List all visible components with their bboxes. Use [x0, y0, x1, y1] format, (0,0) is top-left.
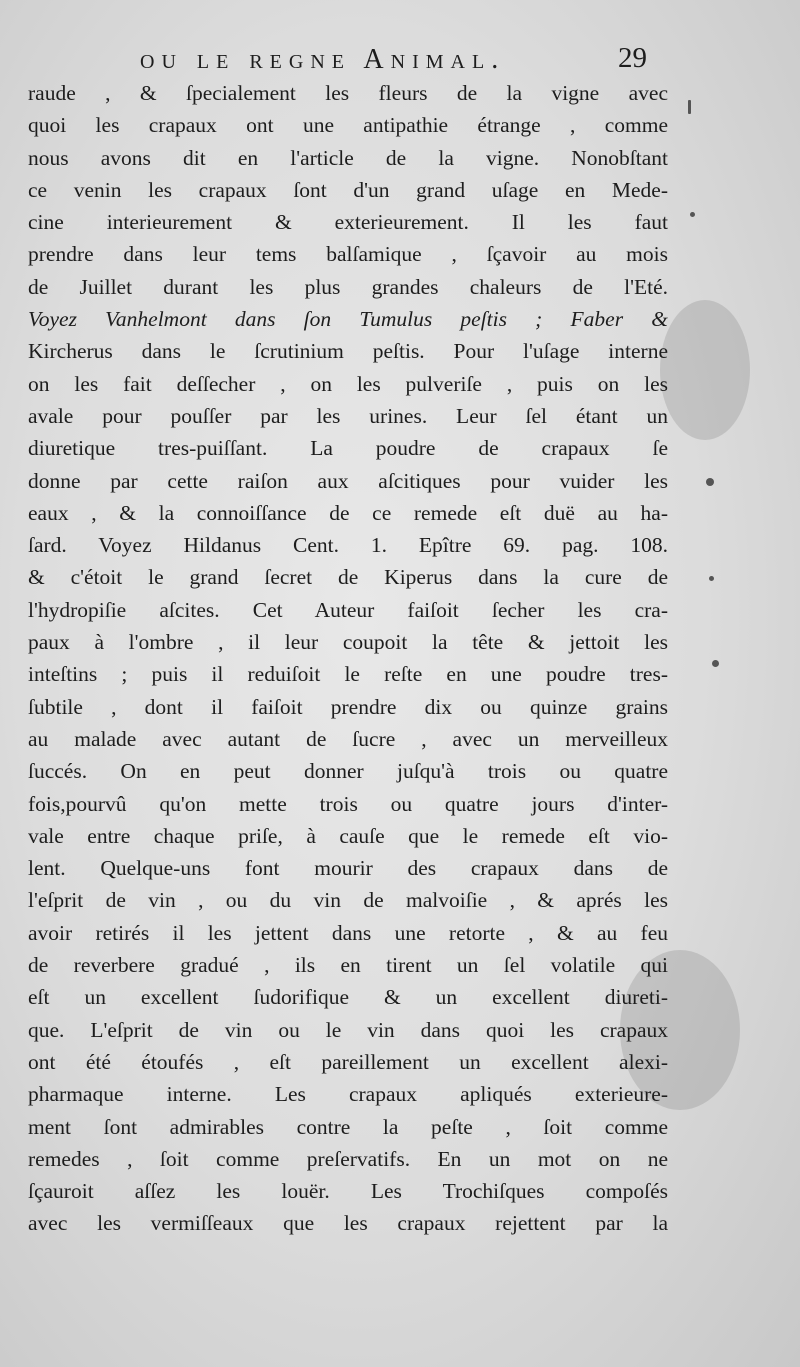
- ink-speck: [688, 100, 691, 114]
- text-line: l'eſprit de vin , ou du vin de malvoiſie , & aprés les: [28, 888, 668, 913]
- paper-stain: [660, 300, 750, 440]
- text-line: ce venin les crapaux ſont d'un grand uſage en Mede-: [28, 177, 668, 202]
- body-text: [28, 77, 668, 1240]
- ink-speck: [712, 660, 719, 667]
- ink-speck: [706, 478, 714, 486]
- text-line: avoir retirés il les jettent dans une retorte , & au feu: [28, 920, 668, 945]
- text-line: remedes , ſoit comme preſervatifs. En un mot on ne: [28, 1146, 668, 1171]
- text-line: ont été étoufés , eſt pareillement un excellent alexi-: [28, 1049, 668, 1074]
- text-line: ment ſont admirables contre la peſte , ſoit comme: [28, 1114, 668, 1139]
- text-line: avale pour pouſſer par les urines. Leur ſel étant un: [28, 403, 668, 428]
- text-line: de Juillet durant les plus grandes chaleurs de l'Eté.: [28, 274, 668, 299]
- text-line: lent. Quelque-uns font mourir des crapaux dans de: [28, 856, 668, 881]
- text-line: Voyez Vanhelmont dans ſon Tumulus peſtis ; Faber &: [28, 307, 668, 332]
- text-line: ſard. Voyez Hildanus Cent. 1. Epître 69. pag. 108.: [28, 533, 668, 558]
- ink-speck: [690, 212, 695, 217]
- page-number: 29: [618, 42, 647, 74]
- text-line: inteſtins ; puis il reduiſoit le reſte en une poudre tres-: [28, 662, 668, 687]
- text-line: l'hydropiſie aſcites. Cet Auteur faiſoit ſecher les cra-: [28, 597, 668, 622]
- text-line: ſçauroit aſſez les louër. Les Trochiſques compoſés: [28, 1179, 668, 1204]
- text-line: quoi les crapaux ont une antipathie étrange , comme: [28, 113, 668, 138]
- text-line: pharmaque interne. Les crapaux apliqués exterieure-: [28, 1082, 668, 1107]
- text-line: ſubtile , dont il faiſoit prendre dix ou quinze grains: [28, 694, 668, 719]
- page-header: [0, 40, 800, 80]
- text-line: eſt un excellent ſudorifique & un excellent diureti-: [28, 985, 668, 1010]
- text-line: ſuccés. On en peut donner juſqu'à trois ou quatre: [28, 759, 668, 784]
- text-line: au malade avec autant de ſucre , avec un merveilleux: [28, 726, 668, 751]
- text-line: de reverbere gradué , ils en tirent un ſel volatile qui: [28, 953, 668, 978]
- text-line: fois,pourvû qu'on mette trois ou quatre jours d'inter-: [28, 791, 668, 816]
- text-line: Kircherus dans le ſcrutinium peſtis. Pour l'uſage interne: [28, 339, 668, 364]
- running-title: ou le regne Animal.: [140, 44, 506, 75]
- text-line: nous avons dit en l'article de la vigne. Nonobſtant: [28, 145, 668, 170]
- text-line: prendre dans leur tems balſamique , ſçavoir au mois: [28, 242, 668, 267]
- text-line: donne par cette raiſon aux aſcitiques pour vuider les: [28, 468, 668, 493]
- ink-speck: [709, 576, 714, 581]
- text-line: que. L'eſprit de vin ou le vin dans quoi les crapaux: [28, 1017, 668, 1042]
- text-line: cine interieurement & exterieurement. Il les faut: [28, 210, 668, 235]
- text-line: raude , & ſpecialement les fleurs de la vigne avec: [28, 81, 668, 105]
- text-line: paux à l'ombre , il leur coupoit la tête & jettoit les: [28, 630, 668, 655]
- text-line: vale entre chaque priſe, à cauſe que le remede eſt vio-: [28, 823, 668, 848]
- text-line: diuretique tres-puiſſant. La poudre de crapaux ſe: [28, 436, 668, 461]
- text-line: & c'étoit le grand ſecret de Kiperus dans la cure de: [28, 565, 668, 590]
- text-line: eaux , & la connoiſſance de ce remede eſt duë au ha-: [28, 500, 668, 525]
- text-line: avec les vermiſſeaux que les crapaux rejettent par la: [28, 1211, 668, 1236]
- text-line: on les fait deſſecher , on les pulveriſe , puis on les: [28, 371, 668, 396]
